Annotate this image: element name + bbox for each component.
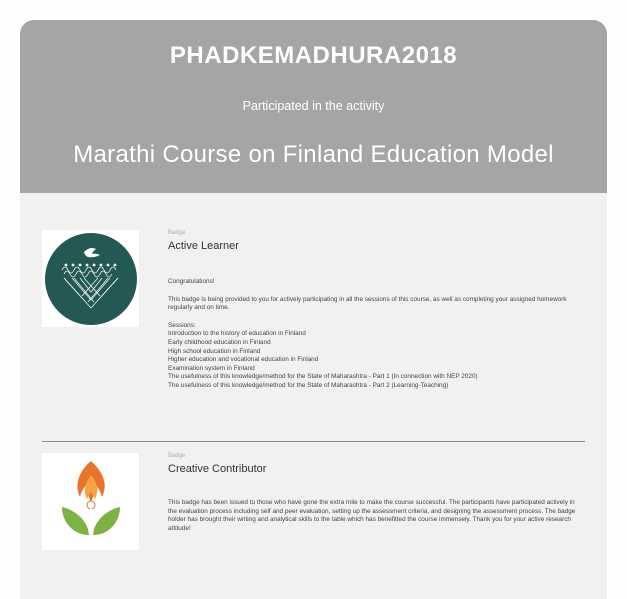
- session-item: The usefulness of this knowledge/method for the State of Maharashtra - Part 2 (Learning-Teaching): [168, 381, 449, 389]
- session-item: Examination system in Finland: [168, 364, 255, 372]
- session-item: The usefulness of this knowledge/method for the State of Maharashtra - Part 1 (In connection with NEP 2020): [168, 373, 478, 381]
- badge-greeting: Congratulations!: [168, 278, 215, 285]
- badge-content: [168, 230, 585, 391]
- badge-tag: Badge: [168, 453, 186, 459]
- badge-title: Active Learner: [168, 240, 239, 252]
- username: PHADKEMADHURA2018: [169, 42, 458, 69]
- participated-text: Participated in the activity: [242, 99, 385, 113]
- course-title: Marathi Course on Finland Education Model: [73, 141, 554, 168]
- badge-content: [168, 453, 585, 533]
- certificate-card: [20, 20, 607, 599]
- badge-description-text: This badge has been issued to those who have gone the extra mile to make the course successful. The participants have participated actively in the evaluation process including self and peer evaluation, setting up the assessment criteria, and designing the assessment process. The badge holder has brought their writing and analytical skills to the table which has benefitted the course immensely. Thank you for your active research attitude!: [168, 499, 576, 532]
- badge-image: [42, 230, 139, 327]
- certificate-header: [20, 20, 607, 193]
- session-item: Higher education and vocational education in Finland: [168, 356, 319, 364]
- badge-item-creative-contributor: [42, 441, 585, 532]
- sessions-label: Sessions:: [168, 321, 196, 329]
- badge-description: [168, 278, 585, 391]
- sessions-list: [168, 322, 585, 391]
- badge-image: [42, 453, 139, 550]
- session-item: Early childhood education in Finland: [168, 338, 271, 346]
- badge-tag: Badge: [168, 230, 186, 236]
- badge-description: [168, 499, 585, 533]
- flame-leaves-icon: [46, 455, 136, 549]
- badge-title: Creative Contributor: [168, 463, 267, 475]
- dove-kolam-icon: [44, 232, 138, 326]
- session-item: Introduction to the history of education in Finland: [168, 330, 306, 338]
- badge-description-text: This badge is being provided to you for actively participating in all the sessions of this course, as well as completing your assigned homework regularly and on time.: [168, 295, 567, 312]
- session-item: High school education in Finland: [168, 347, 261, 355]
